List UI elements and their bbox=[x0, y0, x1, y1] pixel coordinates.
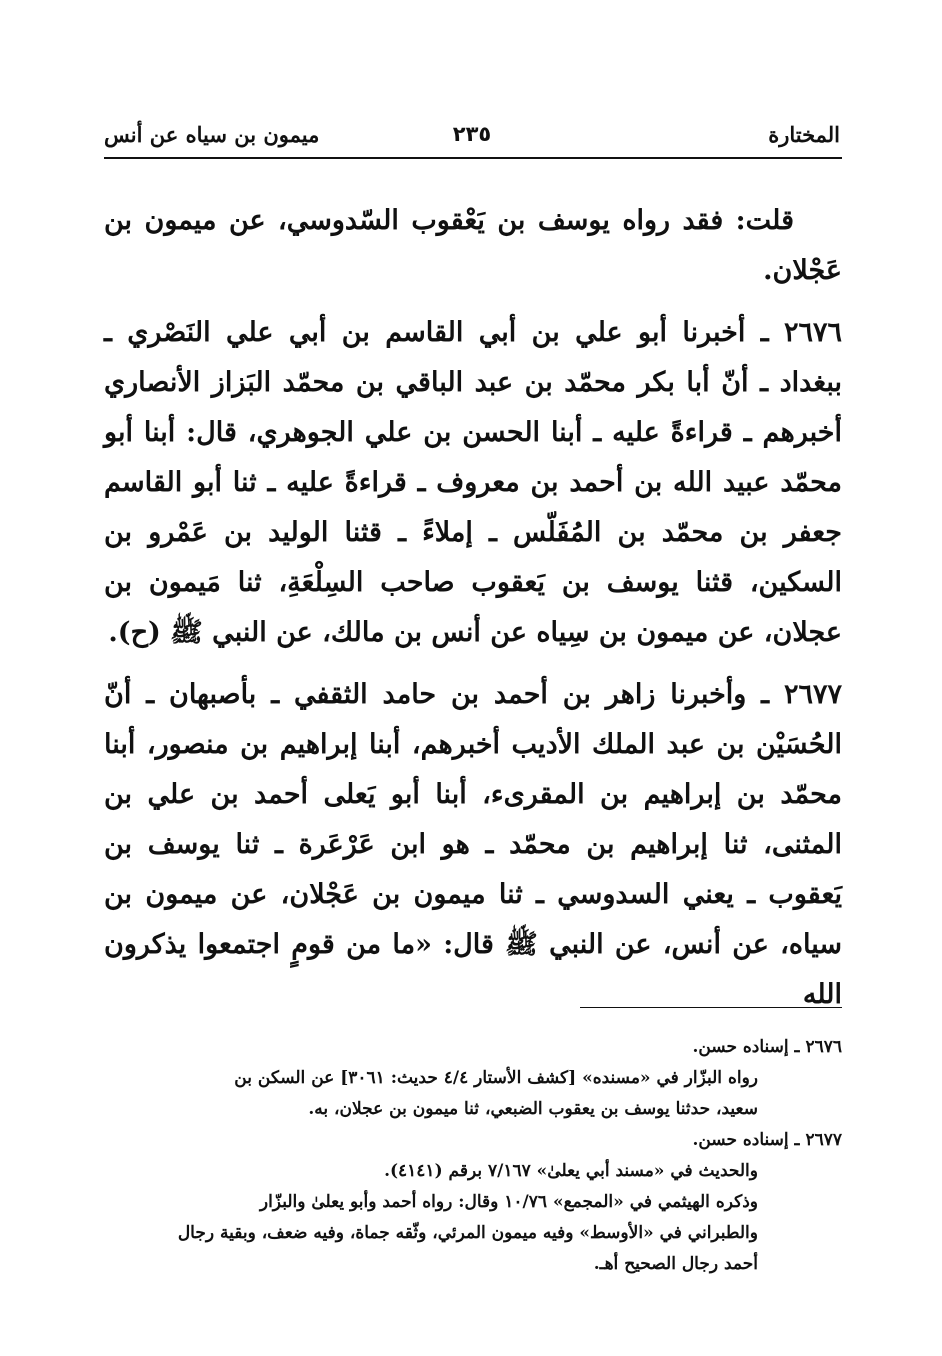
chapter-title: ميمون بن سياه عن أنس bbox=[104, 122, 320, 147]
footnote-2677-line: والطبراني في «الأوسط» وفيه ميمون المرئي، وثّقه جماة، وفيه ضعف، وبقية رجال bbox=[177, 1223, 758, 1243]
page-number: ٢٣٥ bbox=[452, 122, 492, 146]
footnote-2677-heading: ٢٦٧٧ ـ إسناده حسن. bbox=[692, 1130, 842, 1150]
footnotes bbox=[104, 1032, 842, 1280]
main-text bbox=[104, 196, 842, 1032]
footnote-2677-line: أحمد رجال الصحيح أهـ. bbox=[593, 1254, 758, 1274]
footnote-divider bbox=[580, 1007, 842, 1008]
footnote-2676-heading: ٢٦٧٦ ـ إسناده حسن. bbox=[692, 1037, 842, 1057]
editor-note: قلت: فقد رواه يوسف بن يَعْقوب السّدوسي، عن ميمون بن عَجْلان. bbox=[104, 205, 842, 286]
running-header bbox=[104, 122, 840, 156]
footnote-2677-line: وذكره الهيثمي في «المجمع» ١٠/٧٦ وقال: رواه أحمد وأبو يعلىٰ والبزّار bbox=[259, 1192, 758, 1212]
hadith-2677: ٢٦٧٧ ـ وأخبرنا زاهر بن أحمد بن حامد الثقفي ـ بأصبهان ـ أنّ الحُسَيْن بن عبد الملك الأديب أخبرهم، أبنا إبراهيم بن منصور، أبنا محمّد بن إبراهيم بن المقرىء، أبنا أبو يَعلى أحمد بن علي بن المثنى، ثنا إبراهيم بن محمّد ـ هو ابن عَرْعَرة ـ ثنا يوسف بن يَعقوب ـ يعني السدوسي ـ ثنا ميمون بن عَجْلان، عن ميمون بن سياه، عن أنس، عن النبي ﷺ قال: «ما من قومٍ اجتمعوا يذكرون الله bbox=[104, 679, 842, 1010]
header-divider bbox=[104, 157, 842, 159]
hadith-2676: ٢٦٧٦ ـ أخبرنا أبو علي بن أبي القاسم بن أبي علي النَصْري ـ ببغداد ـ أنّ أبا بكر محمّد بن عبد الباقي بن محمّد البَزاز الأنصاري أخبرهم ـ قراءةً عليه ـ أبنا الحسن بن علي الجوهري، قال: أبنا أبو محمّد عبيد الله بن أحمد بن معروف ـ قراءةً عليه ـ ثنا أبو القاسم جعفر بن محمّد بن المُفَلّس ـ إملاءً ـ قثنا الوليد بن عَمْرو بن السكين، قثنا يوسف بن يَعقوب صاحب السِلْعَةِ، ثنا مَيمون بن عجلان، عن ميمون بن سِياه عن أنس بن مالك، عن النبي ﷺ (ح). bbox=[104, 317, 842, 648]
footnote-2676-line: رواه البزّار في «مسنده» [كشف الأستار ٤/٤ حديث: ٣٠٦١] عن السكن بن bbox=[234, 1068, 758, 1088]
footnote-2677-line: والحديث في «مسند أبي يعلىٰ» ٧/١٦٧ برقم (٤١٤١). bbox=[384, 1161, 758, 1181]
footnote-2676-line: سعيد، حدثنا يوسف بن يعقوب الضبعي، ثنا ميمون بن عجلان، به. bbox=[308, 1099, 758, 1119]
book-title: المختارة bbox=[768, 122, 840, 147]
